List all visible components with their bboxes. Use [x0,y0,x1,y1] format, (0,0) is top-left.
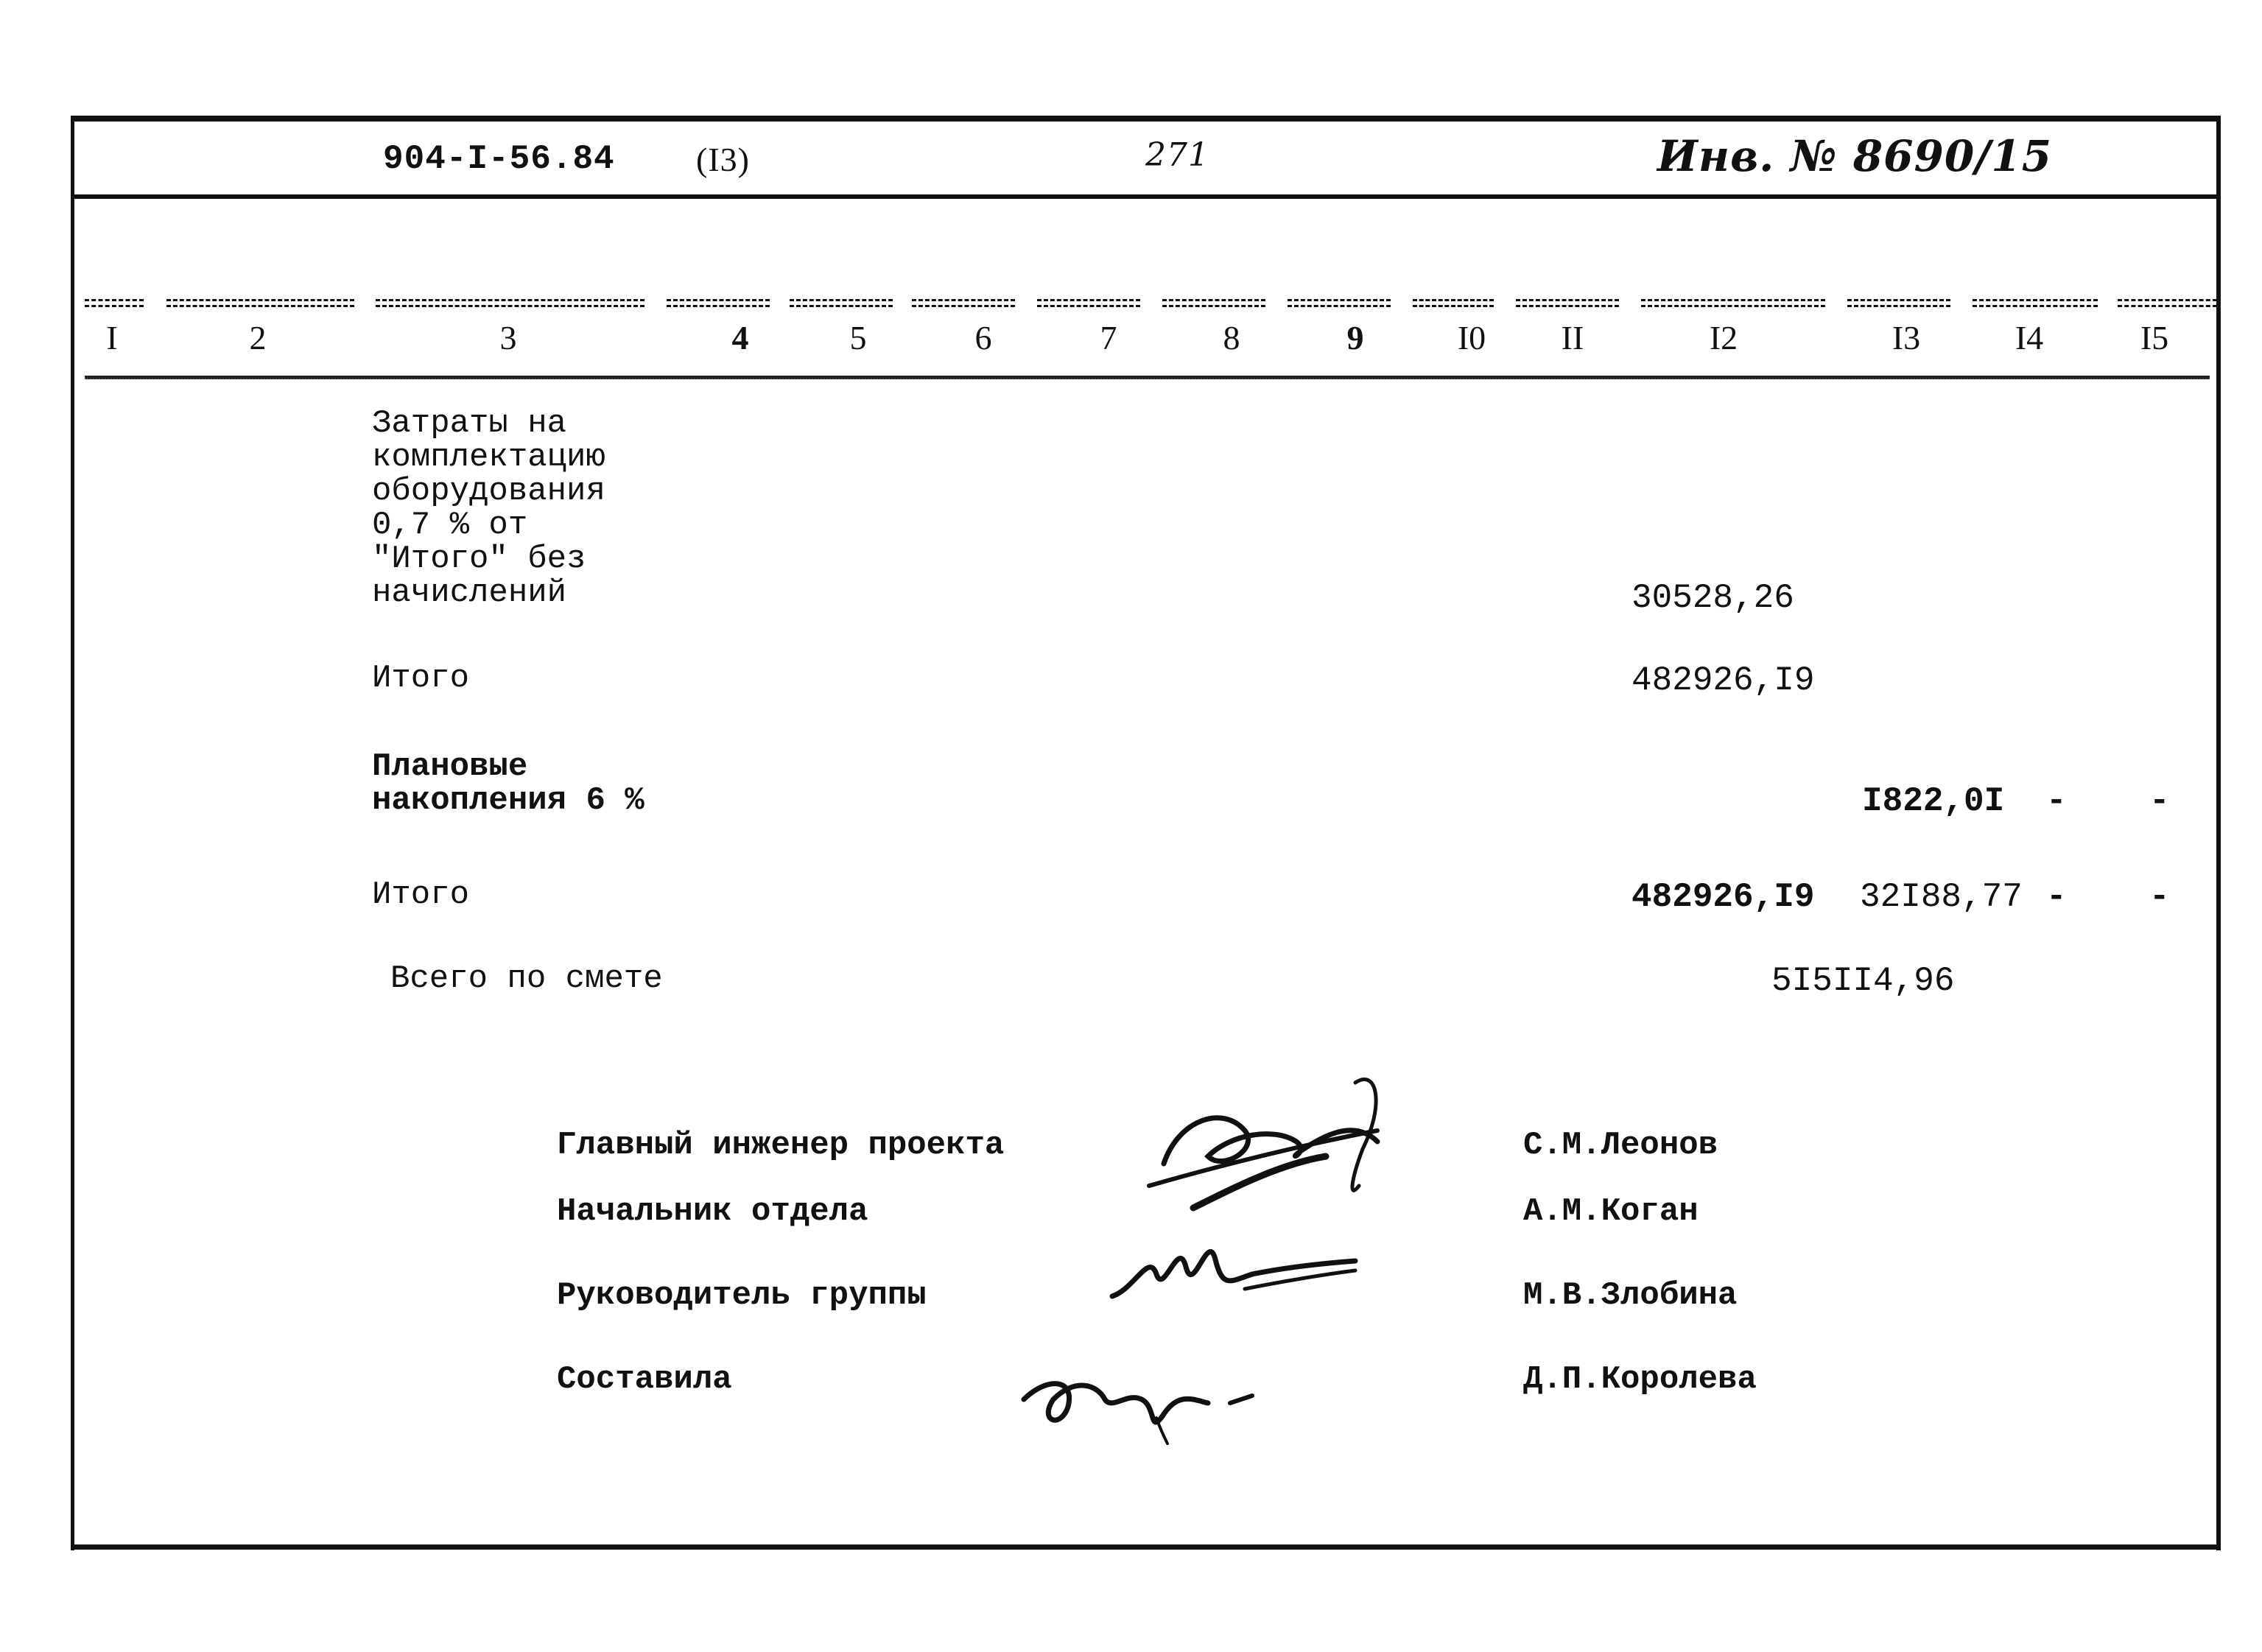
column-number-3: 3 [499,319,517,356]
column-number-1: I [106,319,118,356]
planned-savings-col14: - [2046,782,2067,820]
column-number-11: II [1561,319,1584,356]
role-department-head: Начальник отдела [557,1193,868,1230]
total-col15: - [2149,878,2170,916]
subtotal-value: 482926,I9 [1631,661,1815,700]
column-number-12: I2 [1709,319,1738,356]
signature-group-leader [1105,1208,1385,1311]
column-number-7: 7 [1100,319,1117,356]
signature-compiler [1009,1348,1289,1444]
name-compiler: Д.П.Королева [1523,1361,1757,1398]
total-col13-value: 32I88,77 [1860,878,2023,916]
column-number-9: 9 [1346,319,1364,356]
page-number: 271 [1145,136,1209,174]
role-compiler: Составила [557,1361,732,1398]
total-label: Итого [372,876,470,913]
column-number-13: I3 [1892,319,1921,356]
equipment-cost-label: Затраты на комплектацию оборудования 0,7 % от "Итого" без начислений [372,405,605,611]
grand-total-value: 5I5II4,96 [1771,962,1955,1000]
planned-savings-col15: - [2149,782,2170,820]
equipment-cost-value: 30528,26 [1631,579,1794,617]
column-number-10: I0 [1457,319,1486,356]
frame-top-border [71,116,2220,122]
header-divider [74,194,2216,199]
grand-total-label: Всего по смете [390,960,663,997]
subtotal-label: Итого [372,660,470,697]
frame-left-border [71,116,74,1550]
planned-savings-label: Плановые накопления 6 % [372,748,644,819]
column-number-6: 6 [974,319,992,356]
name-chief-engineer: С.М.Леонов [1523,1127,1718,1164]
total-col12-value: 482926,I9 [1631,878,1815,916]
column-number-4: 4 [731,319,749,356]
inventory-number: Инв. № 8690/15 [1657,131,2053,181]
column-header-rule [85,376,2210,379]
column-number-5: 5 [849,319,867,356]
total-col14: - [2046,878,2067,916]
frame-bottom-border [71,1544,2220,1550]
role-group-leader: Руководитель группы [557,1277,927,1314]
column-number-8: 8 [1223,319,1240,356]
column-number-14: I4 [2015,319,2044,356]
document-designation: 904-I-56.84 [383,140,615,178]
column-number-15: I5 [2140,319,2169,356]
name-group-leader: М.В.Злобина [1523,1277,1738,1314]
planned-savings-value: I822,0I [1862,782,2005,820]
section-number: (I3) [696,141,750,178]
frame-right-border [2216,116,2221,1550]
name-department-head: А.М.Коган [1523,1193,1699,1230]
role-chief-engineer: Главный инженер проекта [557,1127,1005,1164]
column-number-2: 2 [249,319,267,356]
